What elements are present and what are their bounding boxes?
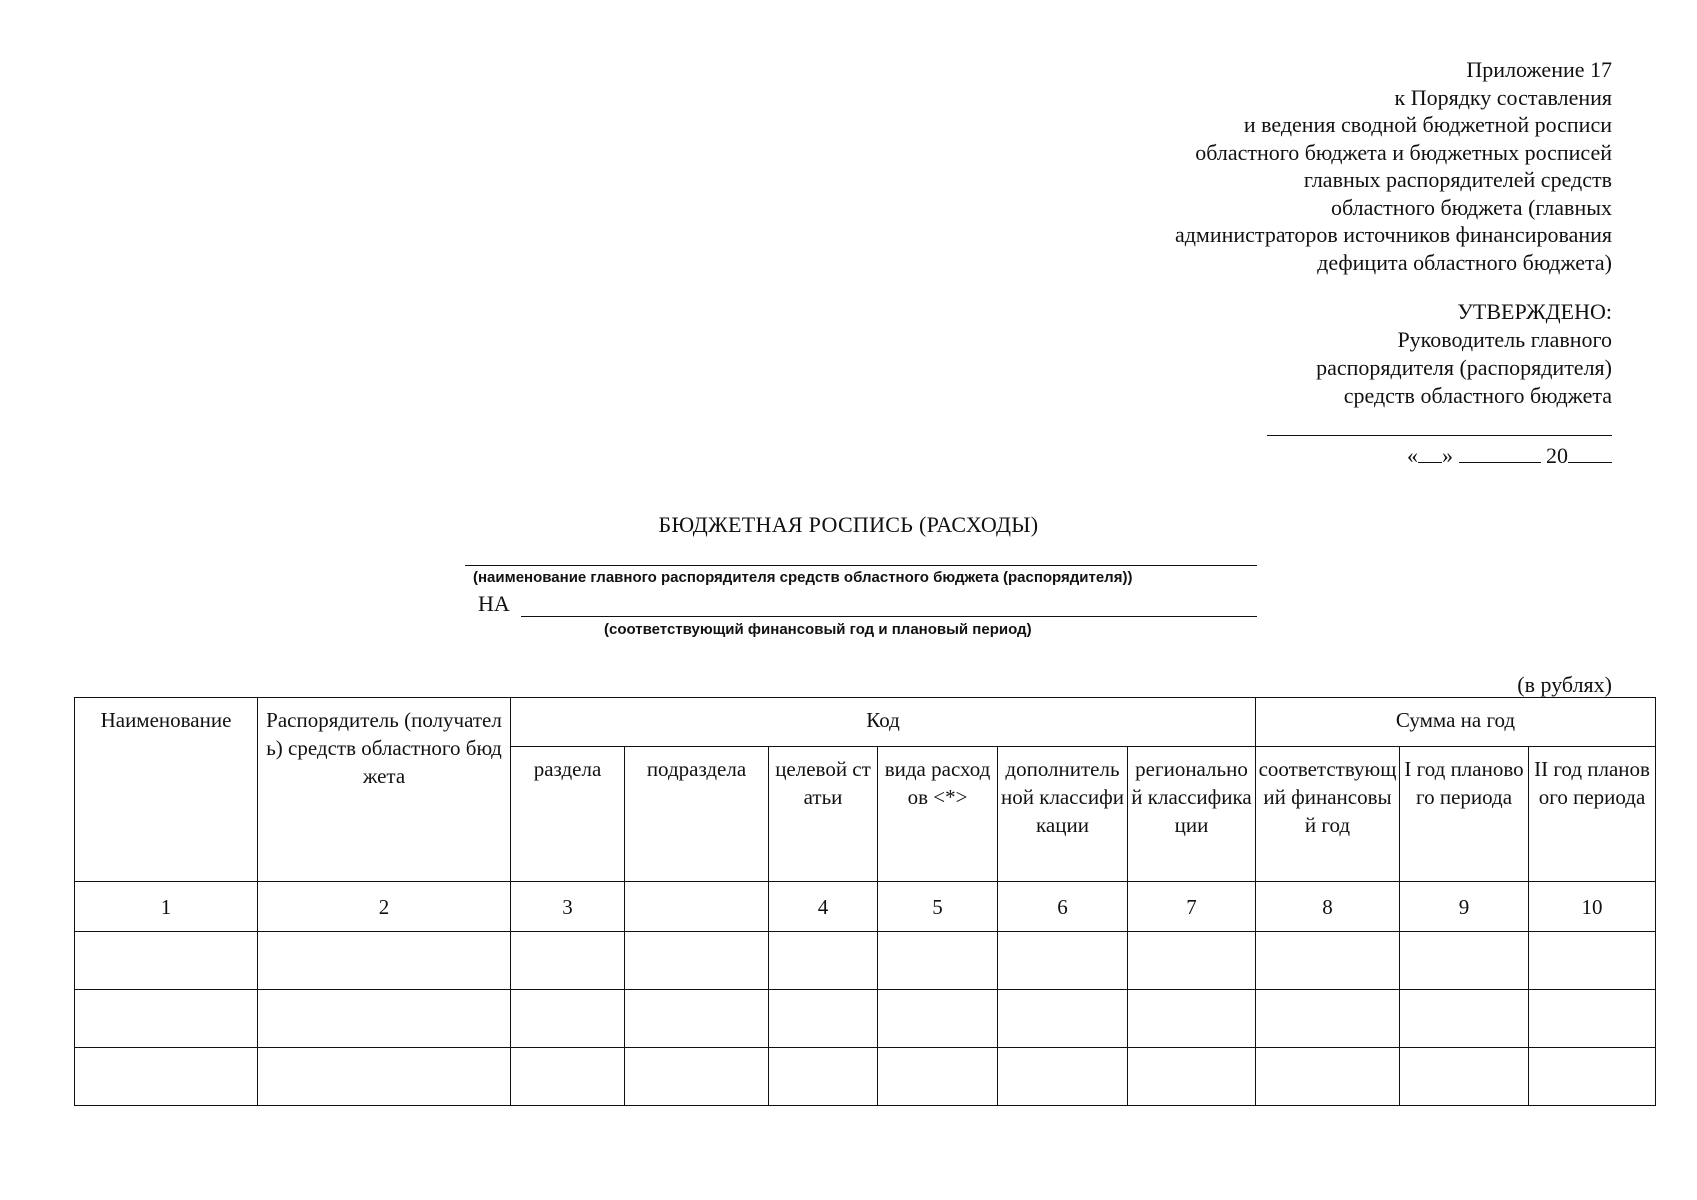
table-row (75, 990, 1656, 1048)
table-cell (1400, 1048, 1529, 1106)
header-plan-year-1: I год планового периода (1400, 747, 1529, 882)
column-number: 1 (75, 882, 258, 932)
table-row (75, 932, 1656, 990)
table-cell (75, 1048, 258, 1106)
table-cell (998, 990, 1128, 1048)
appendix-line: Приложение 17 (1466, 57, 1612, 82)
table-cell (1529, 990, 1656, 1048)
table-cell (75, 932, 258, 990)
table-cell (769, 1048, 878, 1106)
table-cell (625, 1048, 769, 1106)
column-number: 4 (769, 882, 878, 932)
table-cell (1400, 932, 1529, 990)
table-cell (878, 1048, 998, 1106)
column-number (625, 882, 769, 932)
day-blank (1418, 440, 1442, 463)
approval-line: Руководитель главного (1397, 327, 1612, 352)
year-prefix: 20 (1546, 443, 1568, 468)
table-cell (1256, 990, 1400, 1048)
column-number: 7 (1128, 882, 1256, 932)
table-cell (998, 1048, 1128, 1106)
column-number-row (75, 882, 1656, 932)
table-cell (75, 990, 258, 1048)
table-cell (1256, 932, 1400, 990)
table-row (75, 1048, 1656, 1106)
table-cell (878, 990, 998, 1048)
column-number: 8 (1256, 882, 1400, 932)
year-blank (1568, 440, 1612, 463)
appendix-block (892, 56, 1612, 276)
table-cell (1128, 990, 1256, 1048)
header-section: раздела (511, 747, 625, 882)
approval-block (1112, 298, 1612, 410)
units-label: (в рублях) (1517, 672, 1612, 697)
appendix-line: администраторов источников финансирования (1174, 222, 1612, 247)
manager-name-line (465, 565, 1257, 566)
manager-name-caption: (наименование главного распорядителя средств областного бюджета (распорядителя)) (473, 569, 1133, 586)
table-cell (258, 1048, 511, 1106)
table-cell (1529, 932, 1656, 990)
signature-line (1267, 435, 1612, 436)
date-close-quote: » (1442, 443, 1453, 468)
date-open-quote: « (1407, 443, 1418, 468)
approval-line: средств областного бюджета (1343, 383, 1612, 408)
header-target-item: целевой статьи (769, 747, 878, 882)
table-cell (511, 932, 625, 990)
table-cell (1128, 932, 1256, 990)
header-name: Наименование (75, 698, 258, 882)
approval-date (1407, 440, 1612, 469)
table-cell (511, 1048, 625, 1106)
na-label: НА (478, 591, 510, 616)
table-cell (511, 990, 625, 1048)
table-cell (769, 932, 878, 990)
header-subsection: подраздела (625, 747, 769, 882)
budget-table (74, 697, 1656, 1106)
table-cell (1256, 1048, 1400, 1106)
appendix-line: дефицита областного бюджета) (1317, 249, 1612, 275)
header-expense-type: вида расходов <*> (878, 747, 998, 882)
table-cell (1128, 1048, 1256, 1106)
appendix-line: областного бюджета и бюджетных росписей (1195, 139, 1612, 165)
column-number: 3 (511, 882, 625, 932)
period-caption: (соответствующий финансовый год и плановый период) (604, 621, 1032, 638)
table-cell (625, 932, 769, 990)
header-plan-year-2: II год планового периода (1529, 747, 1656, 882)
header-code-group: Код (511, 698, 1256, 747)
table-header-row (75, 698, 1656, 747)
period-line (521, 616, 1257, 617)
approval-line: распорядителя (распорядителя) (1316, 355, 1612, 380)
header-current-year: соответствующий финансовый год (1256, 747, 1400, 882)
table-cell (769, 990, 878, 1048)
table-cell (1400, 990, 1529, 1048)
table-cell (878, 932, 998, 990)
table-cell (258, 932, 511, 990)
document-title: БЮДЖЕТНАЯ РОСПИСЬ (РАСХОДЫ) (658, 512, 1039, 537)
table-cell (625, 990, 769, 1048)
table-cell (1529, 1048, 1656, 1106)
month-blank (1459, 440, 1541, 463)
appendix-line: к Порядку составления (1394, 84, 1612, 110)
column-number: 10 (1529, 882, 1656, 932)
appendix-line: областного бюджета (главных (1331, 194, 1612, 220)
column-number: 9 (1400, 882, 1529, 932)
header-additional-class: дополнительной классификации (998, 747, 1128, 882)
header-regional-class: региональной классификации (1128, 747, 1256, 882)
appendix-line: главных распорядителей средств (1303, 167, 1612, 192)
header-sum-group: Сумма на год (1256, 698, 1656, 747)
column-number: 6 (998, 882, 1128, 932)
column-number: 5 (878, 882, 998, 932)
header-manager: Распорядитель (получатель) средств областного бюджета (258, 698, 511, 882)
table-cell (258, 990, 511, 1048)
approval-heading: УТВЕРЖДЕНО: (1457, 299, 1612, 324)
appendix-line: и ведения сводной бюджетной росписи (1243, 112, 1612, 137)
table-cell (998, 932, 1128, 990)
column-number: 2 (258, 882, 511, 932)
